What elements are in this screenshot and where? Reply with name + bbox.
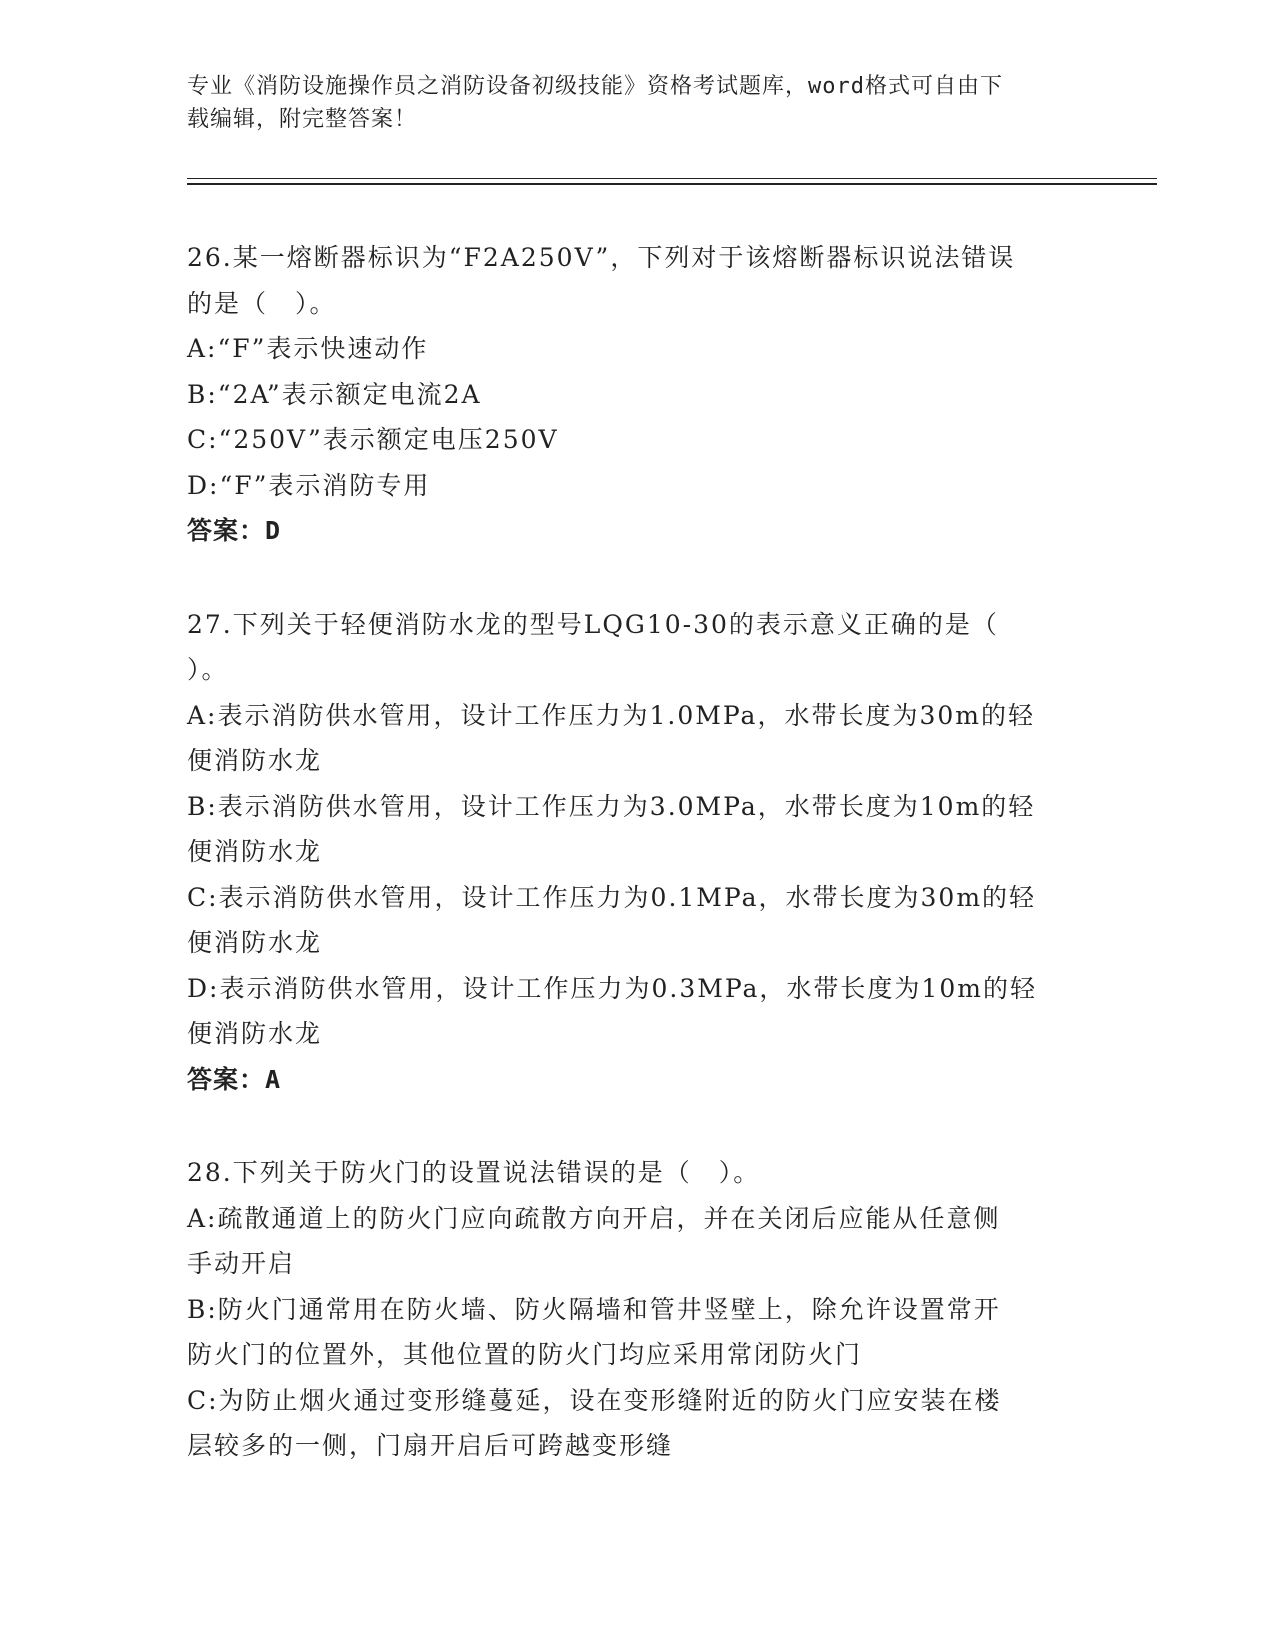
option-b-cont: 便消防水龙 [187, 837, 323, 866]
option-d: D:表示消防供水管用，设计工作压力为0.3MPa，水带长度为10m的轻 [187, 973, 1037, 1003]
option-a-cont: 手动开启 [187, 1249, 296, 1278]
option-c: C:“250V”表示额定电压250V [187, 425, 559, 454]
option-a-cont: 便消防水龙 [187, 746, 323, 775]
answer: 答案：D [187, 516, 282, 545]
question-28 [187, 1150, 1087, 1469]
option-c: C:表示消防供水管用，设计工作压力为0.1MPa，水带长度为30m的轻 [187, 882, 1037, 912]
option-a: A:“F”表示快速动作 [187, 334, 429, 363]
question-stem: 27.下列关于轻便消防水龙的型号LQG10-30的表示意义正确的是（ [187, 609, 999, 639]
document-header [187, 70, 1067, 136]
question-27 [187, 602, 1087, 1103]
question-stem: 28.下列关于防火门的设置说法错误的是（ ）。 [187, 1158, 761, 1187]
question-26 [187, 235, 1087, 554]
option-a: A:疏散通道上的防火门应向疏散方向开启，并在关闭后应能从任意侧 [187, 1203, 1001, 1233]
option-c-cont: 便消防水龙 [187, 928, 323, 957]
option-a: A:表示消防供水管用，设计工作压力为1.0MPa，水带长度为30m的轻 [187, 700, 1035, 730]
question-list [187, 235, 1087, 1517]
answer: 答案：A [187, 1064, 282, 1094]
option-c: C:为防止烟火通过变形缝蔓延，设在变形缝附近的防火门应安装在楼 [187, 1385, 1002, 1415]
header-line-2: 载编辑，附完整答案！ [187, 107, 418, 132]
option-b: B:“2A”表示额定电流2A [187, 379, 482, 409]
option-c-cont: 层较多的一侧，门扇开启后可跨越变形缝 [187, 1431, 674, 1460]
option-b-cont: 防火门的位置外，其他位置的防火门均应采用常闭防火门 [187, 1340, 863, 1369]
option-d: D:“F”表示消防专用 [187, 470, 431, 500]
header-line-1: 专业《消防设施操作员之消防设备初级技能》资格考试题库，word格式可自由下 [187, 74, 1003, 99]
question-stem: ）。 [187, 655, 229, 684]
option-b: B:防火门通常用在防火墙、防火隔墙和管井竖壁上，除允许设置常开 [187, 1294, 1001, 1324]
option-b: B:表示消防供水管用，设计工作压力为3.0MPa，水带长度为10m的轻 [187, 791, 1036, 821]
header-divider-thin [187, 178, 1157, 179]
header-divider-thick [187, 183, 1157, 185]
question-stem: 26.某一熔断器标识为“F2A250V”，下列对于该熔断器标识说法错误 [187, 243, 1016, 272]
option-d-cont: 便消防水龙 [187, 1019, 323, 1048]
question-stem: 的是（ ）。 [187, 288, 337, 318]
